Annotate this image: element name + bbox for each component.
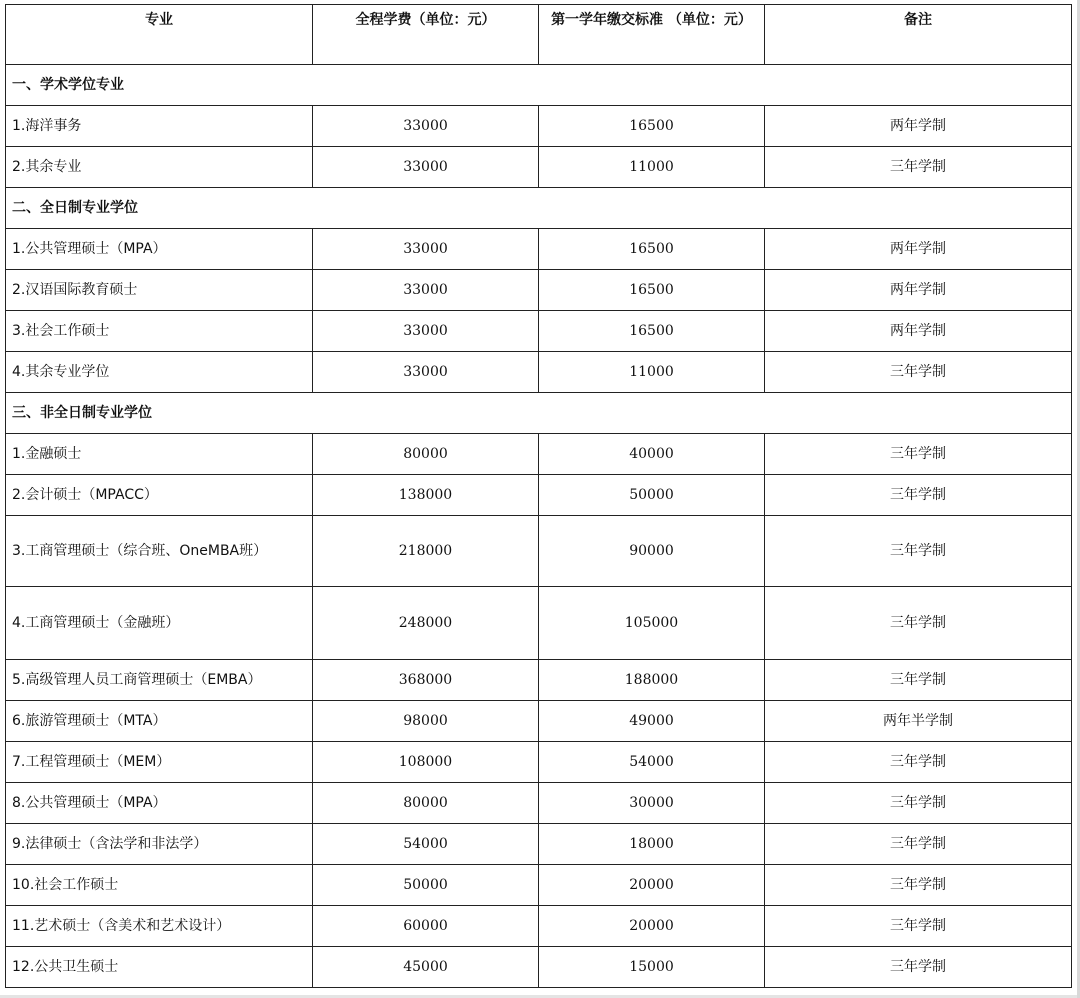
- cell-total-fee: 80000: [313, 783, 539, 824]
- cell-major: 2.其余专业: [6, 147, 313, 188]
- table-row: [6, 783, 1072, 824]
- table-row: [6, 516, 1072, 587]
- cell-remarks: 两年学制: [765, 229, 1072, 270]
- cell-remarks: 两年学制: [765, 311, 1072, 352]
- table-row: [6, 106, 1072, 147]
- section-row: [6, 65, 1072, 106]
- table-row: [6, 475, 1072, 516]
- cell-remarks: 三年学制: [765, 660, 1072, 701]
- table-row: [6, 701, 1072, 742]
- table-row: [6, 906, 1072, 947]
- cell-first-year-fee: 16500: [539, 270, 765, 311]
- cell-first-year-fee: 20000: [539, 865, 765, 906]
- cell-total-fee: 33000: [313, 229, 539, 270]
- cell-remarks: 三年学制: [765, 742, 1072, 783]
- cell-first-year-fee: 90000: [539, 516, 765, 587]
- cell-remarks: 三年学制: [765, 783, 1072, 824]
- cell-first-year-fee: 20000: [539, 906, 765, 947]
- table-row: [6, 311, 1072, 352]
- tuition-fee-table: [5, 4, 1072, 988]
- cell-total-fee: 80000: [313, 434, 539, 475]
- cell-first-year-fee: 11000: [539, 147, 765, 188]
- table-row: [6, 270, 1072, 311]
- cell-major: 7.工程管理硕士（MEM）: [6, 742, 313, 783]
- cell-first-year-fee: 54000: [539, 742, 765, 783]
- section-title: 三、非全日制专业学位: [6, 393, 1072, 434]
- table-row: [6, 660, 1072, 701]
- cell-total-fee: 60000: [313, 906, 539, 947]
- table-row: [6, 824, 1072, 865]
- cell-total-fee: 45000: [313, 947, 539, 988]
- cell-remarks: 三年学制: [765, 516, 1072, 587]
- cell-remarks: 三年学制: [765, 434, 1072, 475]
- cell-total-fee: 33000: [313, 352, 539, 393]
- section-title: 二、全日制专业学位: [6, 188, 1072, 229]
- cell-total-fee: 33000: [313, 106, 539, 147]
- cell-major: 5.高级管理人员工商管理硕士（EMBA）: [6, 660, 313, 701]
- cell-first-year-fee: 15000: [539, 947, 765, 988]
- cell-remarks: 三年学制: [765, 865, 1072, 906]
- cell-remarks: 三年学制: [765, 587, 1072, 660]
- cell-major: 4.其余专业学位: [6, 352, 313, 393]
- cell-total-fee: 33000: [313, 270, 539, 311]
- cell-major: 2.汉语国际教育硕士: [6, 270, 313, 311]
- cell-total-fee: 248000: [313, 587, 539, 660]
- cell-major: 1.金融硕士: [6, 434, 313, 475]
- table-row: [6, 947, 1072, 988]
- table-row: [6, 742, 1072, 783]
- cell-remarks: 三年学制: [765, 947, 1072, 988]
- cell-first-year-fee: 16500: [539, 311, 765, 352]
- section-row: [6, 188, 1072, 229]
- cell-total-fee: 98000: [313, 701, 539, 742]
- cell-first-year-fee: 16500: [539, 229, 765, 270]
- header-major: 专业: [6, 5, 313, 65]
- table-row: [6, 587, 1072, 660]
- cell-major: 4.工商管理硕士（金融班）: [6, 587, 313, 660]
- cell-major: 10.社会工作硕士: [6, 865, 313, 906]
- cell-major: 3.工商管理硕士（综合班、OneMBA班）: [6, 516, 313, 587]
- header-total-fee: 全程学费（单位：元）: [313, 5, 539, 65]
- section-title: 一、学术学位专业: [6, 65, 1072, 106]
- cell-first-year-fee: 188000: [539, 660, 765, 701]
- cell-major: 9.法律硕士（含法学和非法学）: [6, 824, 313, 865]
- table-row: [6, 352, 1072, 393]
- cell-major: 1.海洋事务: [6, 106, 313, 147]
- table-row: [6, 229, 1072, 270]
- cell-total-fee: 50000: [313, 865, 539, 906]
- cell-major: 8.公共管理硕士（MPA）: [6, 783, 313, 824]
- section-row: [6, 393, 1072, 434]
- cell-total-fee: 33000: [313, 147, 539, 188]
- cell-first-year-fee: 105000: [539, 587, 765, 660]
- cell-remarks: 两年学制: [765, 270, 1072, 311]
- cell-total-fee: 138000: [313, 475, 539, 516]
- cell-first-year-fee: 11000: [539, 352, 765, 393]
- cell-major: 3.社会工作硕士: [6, 311, 313, 352]
- cell-remarks: 三年学制: [765, 147, 1072, 188]
- header-first-year-fee: 第一学年缴交标准 （单位：元）: [539, 5, 765, 65]
- cell-first-year-fee: 49000: [539, 701, 765, 742]
- cell-major: 11.艺术硕士（含美术和艺术设计）: [6, 906, 313, 947]
- cell-major: 6.旅游管理硕士（MTA）: [6, 701, 313, 742]
- cell-remarks: 三年学制: [765, 824, 1072, 865]
- cell-remarks: 三年学制: [765, 906, 1072, 947]
- cell-remarks: 三年学制: [765, 475, 1072, 516]
- table-row: [6, 147, 1072, 188]
- cell-first-year-fee: 50000: [539, 475, 765, 516]
- cell-total-fee: 368000: [313, 660, 539, 701]
- table-row: [6, 865, 1072, 906]
- cell-remarks: 三年学制: [765, 352, 1072, 393]
- cell-major: 2.会计硕士（MPACC）: [6, 475, 313, 516]
- cell-total-fee: 108000: [313, 742, 539, 783]
- header-remarks: 备注: [765, 5, 1072, 65]
- cell-first-year-fee: 16500: [539, 106, 765, 147]
- cell-total-fee: 33000: [313, 311, 539, 352]
- cell-first-year-fee: 30000: [539, 783, 765, 824]
- cell-first-year-fee: 40000: [539, 434, 765, 475]
- cell-first-year-fee: 18000: [539, 824, 765, 865]
- header-row: [6, 5, 1072, 65]
- cell-major: 1.公共管理硕士（MPA）: [6, 229, 313, 270]
- cell-total-fee: 54000: [313, 824, 539, 865]
- cell-remarks: 两年半学制: [765, 701, 1072, 742]
- cell-remarks: 两年学制: [765, 106, 1072, 147]
- cell-major: 12.公共卫生硕士: [6, 947, 313, 988]
- table-row: [6, 434, 1072, 475]
- cell-total-fee: 218000: [313, 516, 539, 587]
